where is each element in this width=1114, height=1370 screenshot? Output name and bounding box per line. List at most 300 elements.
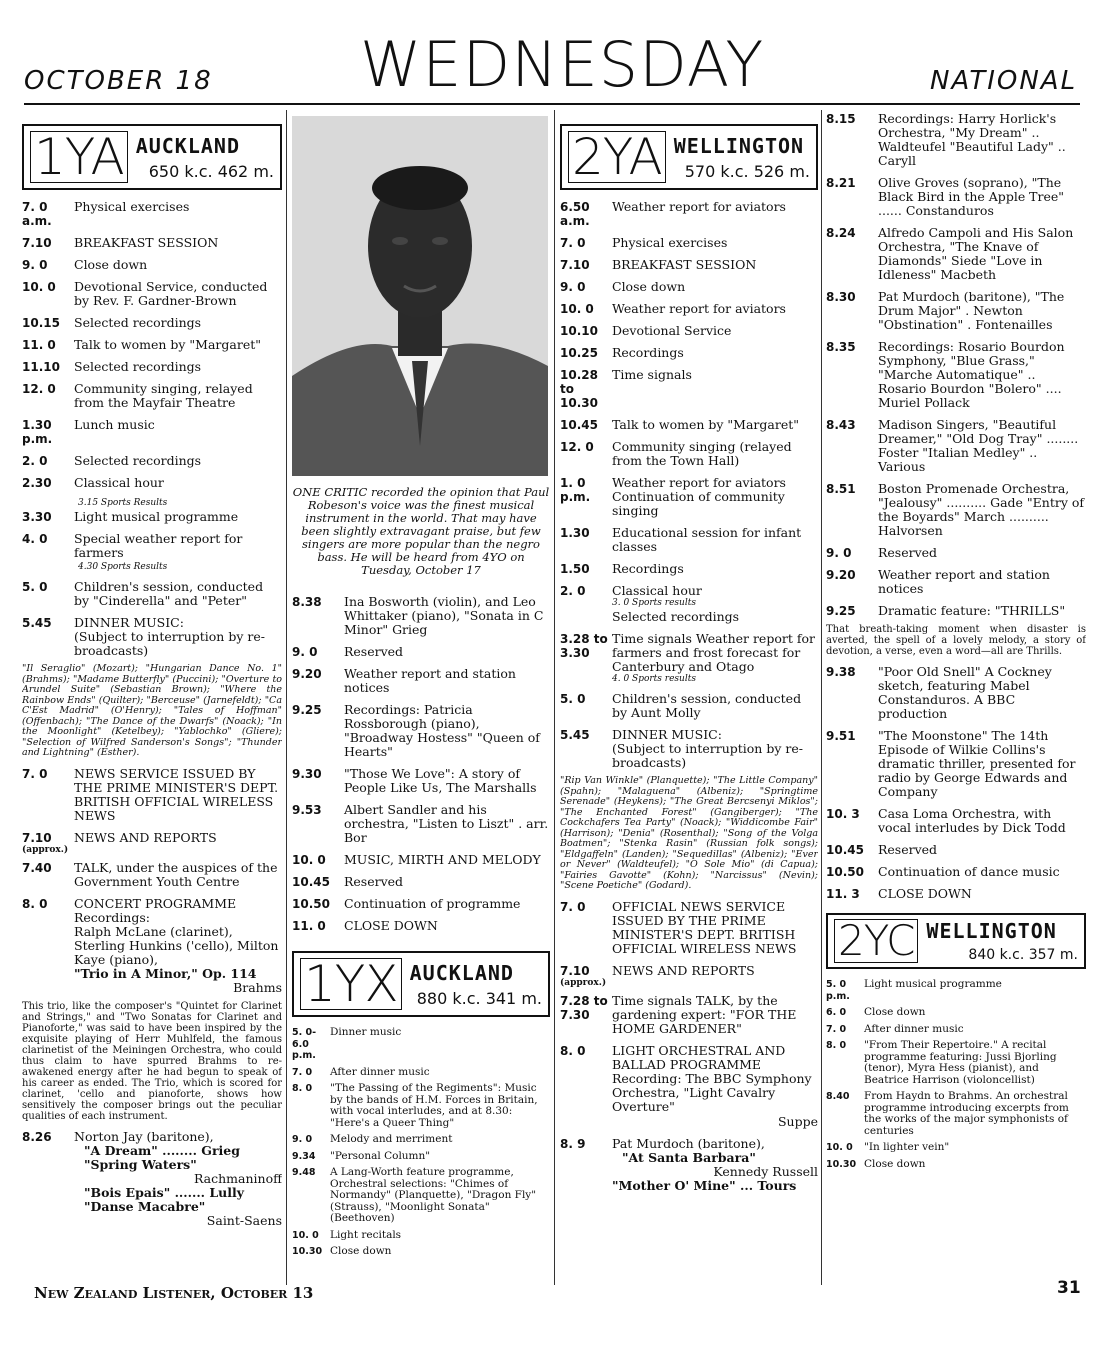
programme-description: CLOSE DOWN [344, 918, 438, 933]
header-rule [24, 103, 1080, 105]
programme-list [22, 510, 282, 560]
programme-description: CLOSE DOWN [878, 886, 972, 901]
programme-description: "The Passing of the Regiments": Music by the bands of H.M. Forces in Britain, with vocal interludes, and at 8.30: "Here's a Queer Thing" [330, 1082, 538, 1129]
approx-label: (approx.) [22, 844, 69, 855]
programme-description: DINNER MUSIC: [74, 615, 184, 630]
programme-description: Albert Sandler and his orchestra, "Listen to Liszt" . arr. Bor [344, 802, 549, 845]
programme-item [560, 728, 818, 742]
programme-description: Dinner music [330, 1026, 402, 1038]
station-callsign: 2YC [834, 919, 918, 963]
programme-item [22, 831, 282, 845]
programme-time: 9. 0 [22, 258, 48, 272]
programme-item [826, 1007, 1086, 1019]
programme-time: 8.40 [826, 1091, 850, 1102]
programme-item [826, 340, 1086, 410]
programme-item [826, 843, 1086, 857]
programme-list [826, 979, 1086, 1170]
programme-description: After dinner music [864, 1022, 964, 1035]
programme-item [826, 290, 1086, 332]
programme-item [292, 853, 550, 867]
programme-description: Reserved [878, 545, 938, 560]
programme-item [292, 1246, 550, 1258]
dinner-subtitle: (Subject to interruption by re-broadcasts) [612, 741, 803, 770]
programme-time: 8. 0 [292, 1083, 313, 1094]
programme-time: 10.50 [292, 897, 330, 911]
programme-description: Time signals [612, 367, 692, 382]
column-2ya-continued [826, 112, 1086, 1282]
programme-time: 4. 0 [22, 532, 48, 546]
programme-item [22, 200, 282, 228]
programme-list [560, 994, 818, 1114]
programme-item [560, 526, 818, 554]
programme-item [560, 562, 818, 576]
programme-description: Recordings [612, 345, 684, 360]
programme-description: Devotional Service, conducted by Rev. F. Gardner-Brown [74, 279, 268, 308]
programme-list [560, 964, 818, 978]
programme-item [560, 692, 818, 720]
programme-item [826, 112, 1086, 168]
programme-time: 10. 0 [22, 280, 56, 294]
programme-time: 9. 0 [826, 546, 852, 560]
programme-description: "Those We Love": A story of People Like Us, The Marshalls [344, 766, 537, 795]
programme-description: Classical hour [74, 475, 164, 490]
programme-time: 12. 0 [22, 382, 56, 396]
photo-caption: ONE CRITIC recorded the opinion that Paul Robeson's voice was the finest musical instrument in the world. That may have been slightly extravagant praise, but few singers are more popular than the negro bass. He will be heard from 4YO on Tuesday, October 17 [292, 485, 550, 577]
programme-item [22, 532, 282, 560]
programme-time: 9. 0 [292, 1134, 313, 1145]
programme-description: Community singing, relayed from the Mayfair Theatre [74, 381, 253, 410]
programme-description: Weather report and station notices [878, 567, 1050, 596]
programme-description: Madison Singers, "Beautiful Dreamer," "Old Dog Tray" ........ Foster "Italian Medley" .. Various [878, 417, 1079, 474]
programme-time: 2. 0 [22, 454, 48, 468]
programme-time: 9.25 [826, 604, 856, 618]
programme-time: 10. 0 [292, 1229, 319, 1241]
programme-description: Children's session, conducted by Aunt Molly [612, 691, 802, 720]
programme-item [560, 418, 818, 432]
column-divider [286, 110, 287, 1285]
programme-item [826, 665, 1086, 721]
programme-item [22, 861, 282, 889]
programme-item [560, 964, 818, 978]
programme-item [22, 360, 282, 374]
programme-time: 10. 0 [560, 302, 594, 316]
programme-item [560, 346, 818, 360]
programme-description: Boston Promenade Orchestra, "Jealousy" .......... Gade "Entry of the Boyards" March .......... Halvorsen [878, 481, 1085, 538]
programme-description: Selected recordings [74, 359, 202, 374]
programme-item [826, 604, 1086, 618]
programme-list [22, 831, 282, 845]
programme-list [560, 200, 818, 598]
programme-item [560, 280, 818, 294]
programme-description: "In lighter vein" [864, 1141, 950, 1153]
programme-description: Community singing (relayed from the Town Hall) [612, 439, 792, 468]
programme-item [22, 454, 282, 468]
programme-time: 10.15 [22, 316, 60, 330]
programme-list [292, 1027, 550, 1258]
programme-description: MUSIC, MIRTH AND MELODY [344, 852, 541, 867]
programme-time: 9.53 [292, 803, 322, 817]
programme-time: 9.25 [292, 703, 322, 717]
programme-item [292, 803, 550, 845]
programme-item [560, 368, 818, 410]
programme-time: 7.10 [22, 830, 52, 845]
programme-time: 7.10 [560, 258, 590, 272]
programme-time: 1.30 [560, 526, 590, 540]
programme-list [826, 665, 1086, 901]
programme-item [22, 510, 282, 524]
station-city: AUCKLAND [409, 960, 514, 985]
programme-item [292, 1167, 550, 1225]
station-box-1yx [292, 951, 550, 1017]
programme-item [826, 1159, 1086, 1171]
programme-description: Close down [864, 1006, 926, 1018]
station-city: AUCKLAND [135, 133, 241, 158]
composer-credit: Suppe [777, 1113, 818, 1129]
publication-footer: New Zealand Listener, October 13 [34, 1284, 314, 1302]
programme-description: Close down [74, 257, 148, 272]
programme-time: 11. 3 [826, 887, 860, 901]
column-2ya [560, 112, 818, 1282]
programme-time: 10.45 [292, 875, 330, 889]
programme-item [826, 482, 1086, 538]
thrills-note: That breath-taking moment when disaster is averted, the spell of a lovely melody, a story of devotion, a verse, even a word—all are Thrills. [826, 624, 1086, 657]
programme-description: Continuation of dance music [878, 864, 1060, 879]
news-item: 7. 0 NEWS SERVICE ISSUED BY THE PRIME MINISTER'S DEPT. BRITISH OFFICIAL WIRELESS NEWS [22, 765, 279, 823]
programme-time: 10. 0 [292, 853, 326, 867]
programme-list [22, 861, 282, 911]
programme-time: 5. 0 [560, 692, 586, 706]
programme-description: A Lang-Worth feature programme, Orchestral selections: "Chimes of Normandy" (Planquette), "Dragon Fly" (Strauss), "Moonlight Sonata" (Beethoven) [330, 1166, 537, 1224]
programme-item [292, 1083, 550, 1129]
programme-item [826, 418, 1086, 474]
programme-description: Recordings: Rosario Bourdon Symphony, "Blue Grass," "Marche Automatique" .. Rosario Bourdon "Bolero" .... Muriel Pollack [878, 339, 1065, 410]
programme-item [826, 887, 1086, 901]
programme-time: 9.51 [826, 729, 856, 743]
programme-description: Talk to women by "Margaret" [612, 417, 799, 432]
sports-results: 3.15 Sports Results [78, 498, 168, 508]
programme-time: 10.30 [292, 1246, 323, 1257]
programme-time: 11. 0 [292, 919, 326, 933]
programme-description: Devotional Service [612, 323, 732, 338]
programme-time: 5.45 [22, 616, 52, 630]
programme-description: Time signals Weather report for farmers and frost forecast for Canterbury and Otago [612, 631, 815, 674]
programme-item [22, 338, 282, 352]
programme-time: 7. 0 [292, 1066, 313, 1078]
programme-description: BREAKFAST SESSION [612, 257, 757, 272]
sports-results: 4.30 Sports Results [78, 562, 168, 572]
programme-time: 8. 0 [826, 1040, 847, 1051]
programme-item [826, 1024, 1086, 1036]
programme-item [292, 1067, 550, 1079]
programme-item [560, 258, 818, 272]
approx-label: (approx.) [560, 977, 607, 988]
programme-item [826, 568, 1086, 596]
programme-item [560, 302, 818, 316]
programme-item [560, 632, 818, 674]
programme-item [826, 979, 1086, 1002]
programme-time: 10. 3 [826, 807, 860, 821]
programme-list [826, 112, 1086, 618]
programme-time: 9.30 [292, 767, 322, 781]
programme-time: 11.10 [22, 360, 60, 374]
programme-description: Olive Groves (soprano), "The Black Bird in the Apple Tree" ...... Constanduros [878, 175, 1065, 218]
programme-item [560, 1044, 818, 1114]
programme-item [22, 382, 282, 410]
programme-item [560, 994, 818, 1036]
station-box-2yc [826, 913, 1086, 969]
programme-time: 8.35 [826, 340, 856, 354]
programme-item [22, 316, 282, 330]
programme-item [292, 767, 550, 795]
programme-description: Selected recordings [74, 315, 202, 330]
news-item: 7. 0 OFFICIAL NEWS SERVICE ISSUED BY THE PRIME MINISTER'S DEPT. BRITISH OFFICIAL WIRELESS NEWS [560, 898, 797, 956]
programme-item [22, 236, 282, 250]
programme-time: 8.30 [826, 290, 856, 304]
sports-results: 3. 0 Sports results [612, 598, 696, 608]
programme-description: CONCERT PROGRAMME [74, 895, 237, 911]
programme-item [560, 476, 818, 518]
programme-time: 3.28 to 3.30 [560, 632, 608, 660]
programme-item [292, 897, 550, 911]
station-callsign: 2YA [568, 131, 666, 183]
column-divider [554, 110, 555, 1285]
programme-description: Close down [330, 1245, 392, 1257]
programme-description: TALK, under the auspices of the Government Youth Centre [74, 859, 278, 889]
station-city: WELLINGTON [926, 919, 1057, 943]
programme-time: 8.38 [292, 595, 322, 609]
programme-list [292, 595, 550, 933]
programme-description: "Personal Column" [330, 1149, 431, 1162]
programme-time: 8.51 [826, 482, 856, 496]
programme-description: Ina Bosworth (violin), and Leo Whittaker (piano), "Sonata in C Minor" Grieg [344, 594, 544, 637]
programme-time: 10. 0 [826, 1142, 853, 1153]
programme-item [292, 703, 550, 759]
programme-item [826, 1142, 1086, 1154]
programme-time: 10.10 [560, 324, 598, 338]
programme-description: Classical hour [612, 583, 702, 598]
programme-item [292, 667, 550, 695]
programme-description: DINNER MUSIC: [612, 727, 722, 742]
programme-time: 7.10 [560, 963, 590, 978]
programme-item [292, 1230, 550, 1242]
station-city: WELLINGTON [673, 133, 805, 158]
station-frequency: 650 k.c. 462 m. [148, 161, 274, 181]
programme-description: Dramatic feature: "THRILLS" [878, 603, 1066, 618]
programme-description: Reserved [344, 874, 404, 889]
programme-description: Close down [864, 1157, 926, 1170]
programme-time: 5.45 [560, 728, 590, 742]
programme-time: 8. 0 [560, 1043, 586, 1058]
station-callsign: 1YX [300, 958, 402, 1010]
programme-description: NEWS AND REPORTS [612, 962, 755, 978]
programme-description: Recordings: Patricia Rossborough (piano), "Broadway Hostess" "Queen of Hearts" [344, 702, 540, 759]
sports-results: 4. 0 Sports results [612, 674, 696, 684]
programme-item [826, 176, 1086, 218]
programme-item [22, 580, 282, 608]
programme-time: 7.40 [22, 860, 52, 875]
programme-description: Light musical programme [74, 509, 239, 524]
programme-description: After dinner music [330, 1065, 430, 1078]
programme-time: 9.20 [826, 568, 856, 582]
column-photo [292, 112, 550, 1282]
programme-time: 9.34 [292, 1150, 316, 1162]
selected-recordings: Selected recordings [612, 609, 740, 624]
programme-description: Selected recordings [74, 453, 202, 468]
programme-item [292, 919, 550, 933]
programme-description: Special weather report for farmers [74, 531, 243, 560]
programme-time: 8.43 [826, 418, 856, 432]
programme-time: 10.50 [826, 865, 864, 879]
programme-item [560, 236, 818, 250]
programme-item: 8. 9 Pat Murdoch (baritone), "At Santa Barbara" Kennedy Russell "Mother O' Mine" ... Tours [560, 1135, 818, 1193]
programme-time: 7.10 [22, 236, 52, 250]
programme-time: 9.20 [292, 667, 322, 681]
programme-description: From Haydn to Brahms. An orchestral programme introducing excerpts from the works of the major symphonists of centuries [864, 1090, 1069, 1137]
programme-time: 9. 0 [292, 645, 318, 659]
programme-time: 8. 0 [22, 896, 48, 911]
station-frequency: 840 k.c. 357 m. [968, 947, 1078, 963]
programme-description: Continuation of programme [344, 896, 521, 911]
programme-list [560, 692, 818, 742]
programme-description: Reserved [344, 644, 404, 659]
column-divider [821, 110, 822, 1285]
station-callsign: 1YA [30, 131, 128, 183]
programme-item [826, 807, 1086, 835]
programme-time: 6.50 a.m. [560, 200, 590, 228]
concert-details: Recordings: Ralph McLane (clarinet), Sterling Hunkins ('cello), Milton Kaye (piano), "Trio in A Minor," Op. 114 Brahms [74, 909, 282, 995]
programme-list [22, 580, 282, 630]
header-day: WEDNESDAY [360, 28, 765, 101]
programme-time: 9.38 [826, 665, 856, 679]
programme-time: 8.24 [826, 226, 856, 240]
header-network: NATIONAL [930, 66, 1078, 96]
programme-time: 1.30 p.m. [22, 418, 53, 446]
programme-description: Weather report for aviators [612, 199, 786, 214]
programme-list [22, 200, 282, 490]
programme-item [22, 897, 282, 911]
programme-item [826, 1040, 1086, 1086]
programme-time: 5. 0-6.0 p.m. [292, 1027, 317, 1061]
programme-time: 6. 0 [826, 1007, 847, 1018]
programme-time: 7. 0 [560, 236, 586, 250]
programme-description: Light recitals [330, 1228, 402, 1241]
programme-description: Light musical programme [864, 978, 1002, 990]
programme-description: Casa Loma Orchestra, with vocal interludes by Dick Todd [878, 806, 1066, 835]
programme-time: 9. 0 [560, 280, 586, 294]
programme-description: Time signals TALK, by the gardening expert: "FOR THE HOME GARDENER" [612, 992, 797, 1036]
programme-description: "Poor Old Snell" A Cockney sketch, featuring Mabel Constanduros. A BBC production [878, 664, 1052, 721]
programme-item [292, 1134, 550, 1146]
programme-time: 7. 0 [826, 1023, 847, 1035]
station-frequency: 880 k.c. 341 m. [416, 988, 542, 1008]
trio-note: This trio, like the composer's "Quintet for Clarinet and Strings," and "Two Sonatas for Clarinet and Pianoforte," was said to have been inspired by the exquisite playing of Herr Muhlfeld, the famous clarinetist of the Meiningen Orchestra, who could thus claim to have spurred Brahms to re-awakened energy after he had begun to speak of his career as ended. The Trio, which is scored for clarinet, 'cello and pianoforte, shows how sensitively the composer brings out the peculiar qualities of each instrument. [22, 1000, 282, 1122]
programme-description: "From Their Repertoire." A recital programme featuring: Jussi Bjorling (tenor), Myra Hess (pianist), and Beatrice Harrison (violoncellist) [864, 1039, 1057, 1086]
programme-description: "The Moonstone" The 14th Episode of Wilkie Collins's dramatic thriller, presented for radio by George Edwards and Company [878, 728, 1076, 799]
programme-description: Physical exercises [612, 235, 728, 250]
programme-time: 1. 0 p.m. [560, 476, 591, 504]
programme-time: 7. 0 a.m. [22, 200, 52, 228]
programme-item [826, 1091, 1086, 1137]
programme-item [22, 280, 282, 308]
programme-item [560, 584, 818, 598]
programme-item [826, 226, 1086, 282]
programme-description: Physical exercises [74, 199, 190, 214]
station-frequency: 570 k.c. 526 m. [684, 161, 810, 181]
programme-item [22, 476, 282, 490]
programme-item: 8.26 Norton Jay (baritone), "A Dream" ........ Grieg "Spring Waters" Rachmaninoff "Bois Epais" ....... Lully "Danse Macabre" Saint-Saens [22, 1128, 282, 1228]
column-1ya [22, 112, 282, 1282]
programme-item [826, 546, 1086, 560]
station-box-1ya [22, 124, 282, 190]
programme-item [292, 1151, 550, 1163]
programme-description: Weather report and station notices [344, 666, 516, 695]
programme-item [826, 729, 1086, 799]
programme-time: 10.25 [560, 346, 598, 360]
programme-description: Pat Murdoch (baritone), "The Drum Major" . Newton "Obstination" . Fontenailles [878, 289, 1065, 332]
programme-time: 5. 0 p.m. [826, 979, 850, 1002]
programme-time: 10.45 [560, 418, 598, 432]
programme-description: Weather report for aviators Continuation of community singing [612, 475, 786, 518]
programme-description: Weather report for aviators [612, 301, 786, 316]
dinner-music-note: "Il Seraglio" (Mozart); "Hungarian Dance No. 1" (Brahms); "Madame Butterfly" (Puccini); "Overture to Arundel Suite" (Sebastian Brown); "Where the Rainbow Ends" (Quilter); "Berceuse" (Jarnefeldt); "Ca C'Est Madrid" (O'Henry); "Tales of Hoffman" (Offenbach); "The Dance of the Dwarfs" (Noack); "In the Moonlight" (Ketelbey); "Yablochko" (Gliere); "Selection of Wilfred Sanderson's Songs"; "Thunder and Lightning" (Esther). [22, 663, 282, 758]
programme-time: 10.45 [826, 843, 864, 857]
programme-time: 2.30 [22, 476, 52, 490]
programme-time: 9.48 [292, 1167, 316, 1178]
programme-description: Lunch music [74, 417, 155, 432]
programme-description: Recordings: Harry Horlick's Orchestra, "My Dream" .. Waldteufel "Beautiful Lady" .. Caryll [878, 112, 1066, 168]
dinner-subtitle: (Subject to interruption by re-broadcasts) [74, 629, 265, 658]
programme-time: 8.15 [826, 112, 856, 126]
programme-description: Close down [612, 279, 686, 294]
programme-description: NEWS AND REPORTS [74, 829, 217, 845]
programme-item [22, 418, 282, 446]
programme-description: Talk to women by "Margaret" [74, 337, 261, 352]
programme-item [22, 258, 282, 272]
programme-description: Children's session, conducted by "Cinderella" and "Peter" [74, 579, 264, 608]
programme-item [292, 645, 550, 659]
programme-item [292, 875, 550, 889]
programme-time: 11. 0 [22, 338, 56, 352]
programme-time: 10.30 [826, 1158, 857, 1170]
programme-description: BREAKFAST SESSION [74, 235, 219, 250]
programme-time: 10.28 to 10.30 [560, 368, 598, 410]
dinner-music-note: "Rip Van Winkle" (Planquette); "The Little Company" (Spahn); "Malaguena" (Albeniz); "Springtime Serenade" (Heykens); "The Great Bercsenyi Miklos"; "The Enchanted Forest" (Gangiberger); "The Cockchafers Tea Party" (Noack); "Widdicombe Fair" (Harrison); "Denia" (Rosenthal); "Song of the Volga Boatmen"; "Stenka Rasin" (Russian folk songs); "Eldgaffeln" (Landen); "Sequedillas" (Albeniz); "Ever or Never" (Waldteufel); "O Sole Mio" (di Capua); "Fairies Gavotte" (Kohn); "Narcissus" (Nevin); "Scene Poetiche" (Godard). [560, 775, 818, 891]
programme-time: 8.21 [826, 176, 856, 190]
programme-time: 5. 0 [22, 580, 48, 594]
programme-item [560, 324, 818, 338]
programme-item [560, 440, 818, 468]
portrait-photo [292, 116, 548, 476]
programme-time: 7.28 to 7.30 [560, 993, 608, 1022]
programme-description: Alfredo Campoli and His Salon Orchestra, "The Knave of Diamonds" Siede "Love in Idleness" Macbeth [878, 225, 1074, 282]
programme-time: 3.30 [22, 510, 52, 524]
programme-time: 2. 0 [560, 584, 586, 598]
station-box-2ya [560, 124, 818, 190]
programme-description: Recordings [612, 561, 684, 576]
programme-list [560, 632, 818, 674]
programme-time: 1.50 [560, 562, 590, 576]
header-date: OCTOBER 18 [24, 66, 213, 96]
programme-item [560, 200, 818, 228]
programme-item [826, 865, 1086, 879]
programme-description: Educational session for infant classes [612, 525, 802, 554]
programme-item [292, 1027, 550, 1062]
programme-description: Melody and merriment [330, 1133, 453, 1145]
programme-item [22, 616, 282, 630]
programme-description: LIGHT ORCHESTRAL AND BALLAD PROGRAMME Recording: The BBC Symphony Orchestra, "Light Cavalry Overture" [612, 1042, 812, 1114]
programme-time: 12. 0 [560, 440, 594, 454]
page-number: 31 [1057, 1278, 1081, 1298]
